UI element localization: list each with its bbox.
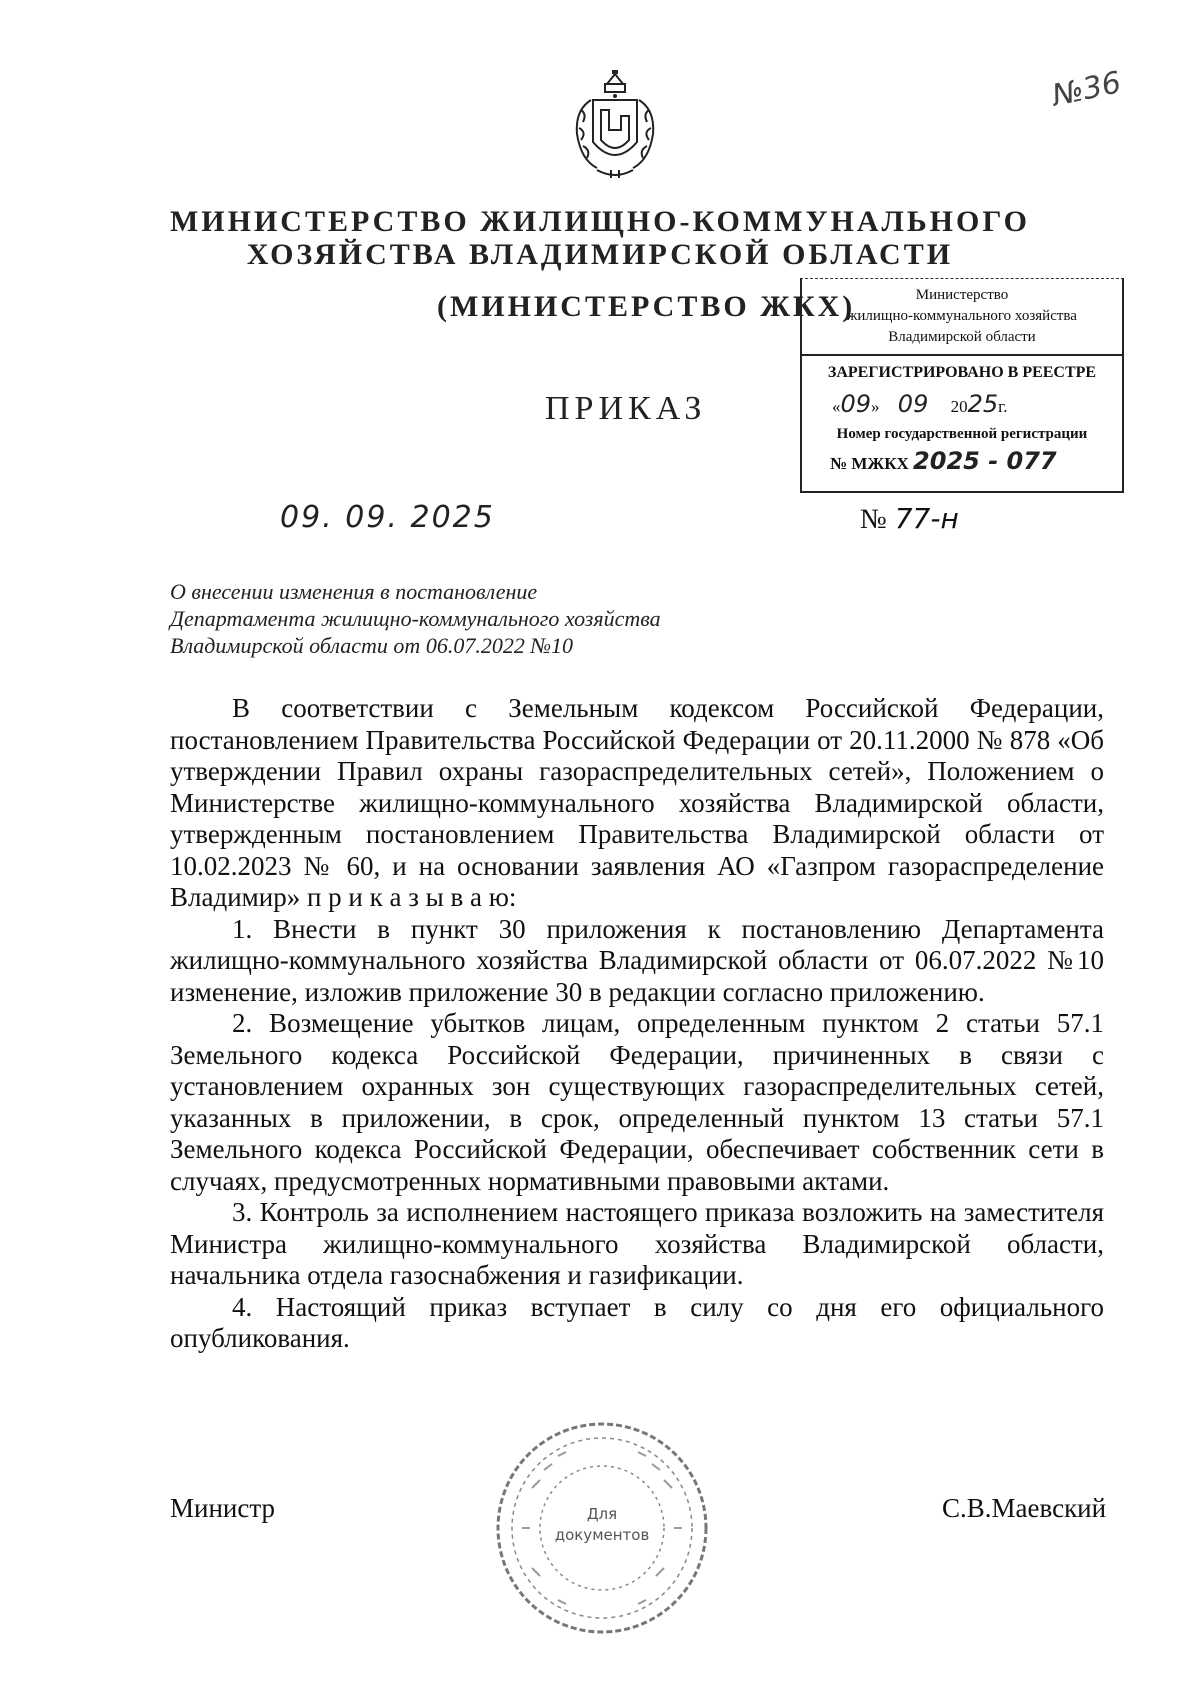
page-number: №36	[1049, 65, 1125, 114]
registration-year-suffix: 25	[967, 390, 999, 418]
official-seal	[492, 1418, 712, 1638]
seal-center-line2: документов	[554, 1526, 650, 1544]
subject-line2: Департамента жилищно-коммунального хозяйства	[170, 606, 661, 631]
order-number-sign: №	[860, 504, 887, 535]
order-number	[860, 502, 959, 536]
order-number-value: 77-н	[894, 502, 959, 535]
registration-date: «09» 09 2025г.	[832, 390, 1008, 418]
subject-line3: Владимирской области от 06.07.2022 №10	[170, 633, 574, 658]
registration-divider	[802, 354, 1122, 356]
item-3-paragraph: 3. Контроль за исполнением настоящего приказа возложить на заместителя Министра жилищно-коммунального хозяйства Владимирской области, начальника отдела газоснабжения и газификации.	[170, 1197, 1104, 1290]
coat-of-arms-icon	[567, 70, 663, 182]
registration-month: 09	[897, 390, 929, 418]
ministry-name-line2: ХОЗЯЙСТВА ВЛАДИМИРСКОЙ ОБЛАСТИ	[246, 238, 954, 271]
order-body	[170, 693, 1104, 1355]
registration-number-value: 2025 - 077	[913, 447, 1057, 475]
registration-org-line3: Владимирской области	[888, 329, 1036, 345]
order-subject	[170, 578, 730, 659]
signer-title: Министр	[170, 1493, 275, 1523]
subject-line1: О внесении изменения в постановление	[170, 579, 538, 604]
registered-label: ЗАРЕГИСТРИРОВАНО В РЕЕСТРЕ	[827, 364, 1097, 381]
registration-org-line1: Министерство	[915, 287, 1009, 303]
registration-stamp	[800, 278, 1124, 493]
preamble-paragraph: В соответствии с Земельным кодексом Российской Федерации, постановлением Правительства Российской Федерации от 20.11.2000 № 878 «Об утверждении Правил охраны газораспределительных сетей», Положением о Министерстве жилищно-коммунального хозяйства Владимирской области, утвержденным постановлением Правительства Владимирской области от 10.02.2023 № 60, и на основании заявления АО «Газпром газораспределение Владимир» п р и к а з ы в а ю:	[170, 693, 1104, 912]
registration-org-line2: жилищно-коммунального хозяйства	[847, 308, 1077, 324]
ministry-short-name: (МИНИСТЕРСТВО ЖКХ)	[437, 290, 856, 323]
document-type: ПРИКАЗ	[545, 390, 707, 427]
order-date: 09. 09. 2025	[280, 500, 495, 535]
registration-number	[830, 447, 1122, 475]
registration-org	[802, 279, 1122, 348]
registration-number-prefix: № МЖКХ	[830, 454, 909, 473]
item-1-paragraph: 1. Внести в пункт 30 приложения к постановлению Департамента жилищно-коммунального хозяйства Владимирской области от 06.07.2022 №10 изменение, изложив приложение 30 в редакции согласно приложению.	[170, 913, 1104, 1007]
signer-name: С.В.Маевский	[942, 1493, 1107, 1523]
registration-year-unit: г.	[998, 397, 1008, 416]
ministry-name-line1: МИНИСТЕРСТВО ЖИЛИЩНО-КОММУНАЛЬНОГО	[169, 205, 1031, 238]
registration-year-prefix: 20	[950, 397, 968, 416]
item-2-paragraph: 2. Возмещение убытков лицам, определенным пунктом 2 статьи 57.1 Земельного кодекса Российской Федерации, причиненных в связи с установлением охранных зон существующих газораспределительных сетей, указанных в приложении, в срок, определенный пунктом 13 статьи 57.1 Земельного кодекса Российской Федерации, обеспечивает собственник сети в случаях, предусмотренных нормативными правовыми актами.	[170, 1008, 1104, 1196]
item-4-paragraph: 4. Настоящий приказ вступает в силу со дня его официального опубликования.	[170, 1291, 1104, 1353]
seal-center-line1: Для	[586, 1505, 618, 1523]
registration-number-label: Номер государственной регистрации	[836, 426, 1088, 442]
registration-day: 09	[840, 390, 872, 418]
